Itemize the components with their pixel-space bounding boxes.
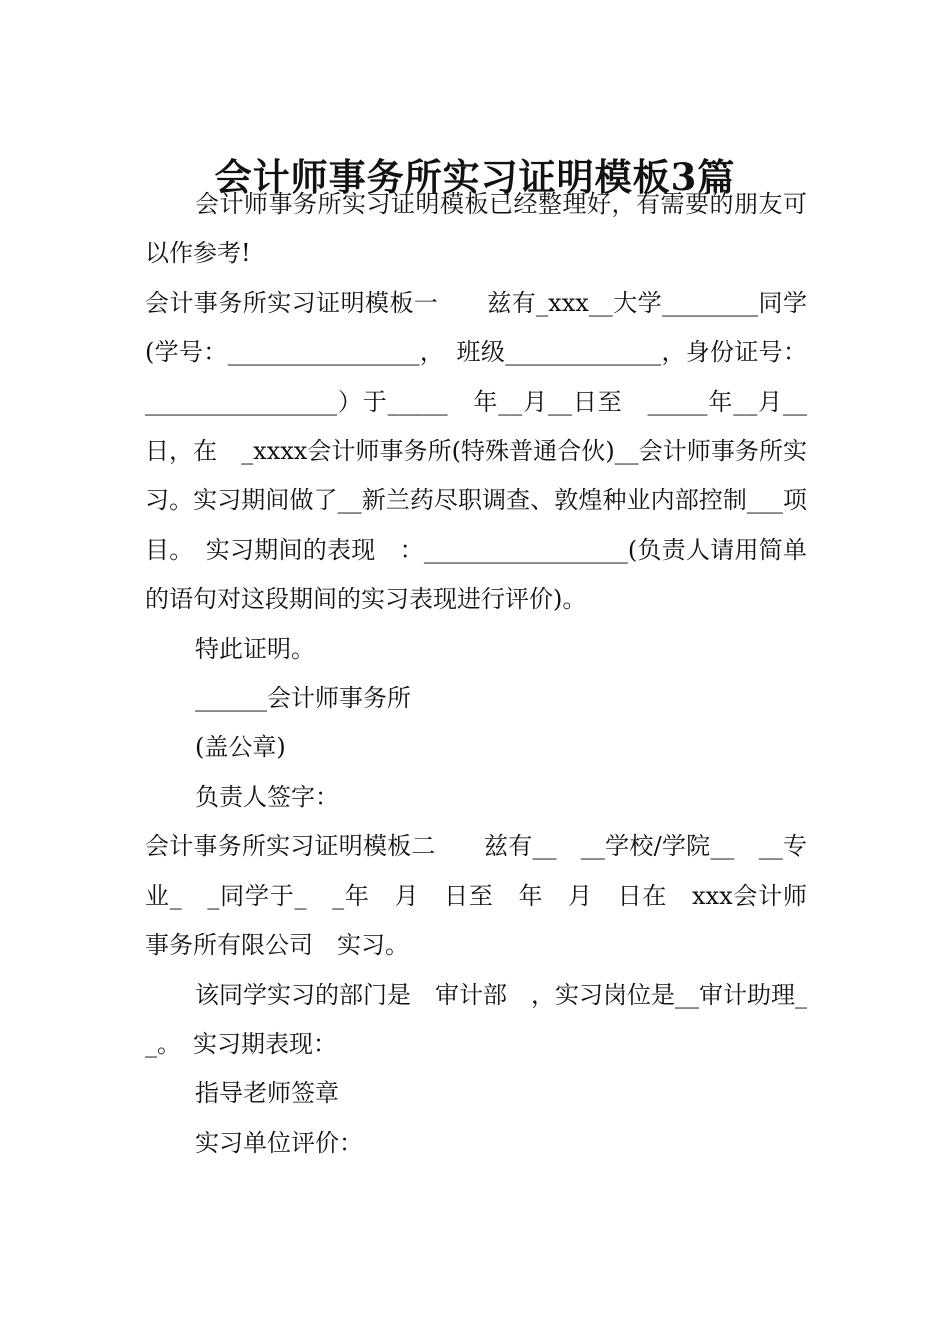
template-two-paragraph: 会计事务所实习证明模板二 兹有__ __学校/学院__ __专业_ _同学于_ _年 月 日至 年 月 日在 xxx会计师事务所有限公司 实习。	[145, 832, 807, 960]
seal-line: (盖公章)	[195, 733, 286, 762]
template-one-paragraph: 会计事务所实习证明模板一 兹有_xxx__大学________同学(学号：________________， 班级_____________，身份证号：________________）于_____ 年__月__日至 _____年__月__ 日，在 _xxxx会计师事务所(特殊普通合伙)__会计师事务所实习。实习期间做了__新兰药尽职调查、敦煌种业内部控制___项目。 实习期间的表现 ：_________________(负责人请用简单的语句对这段期间的实习表现进行评价)。	[145, 288, 831, 614]
teacher-signature-line: 指导老师签章	[195, 1079, 339, 1108]
document-title: 会计师事务所实习证明模板3篇	[214, 154, 736, 199]
department-paragraph: 该同学实习的部门是 审计部 ，实习岗位是__审计助理__。 实习期表现：	[145, 980, 807, 1058]
firm-name-line: ______会计师事务所	[195, 684, 411, 713]
document-body	[145, 180, 831, 1168]
signature-line: 负责人签字：	[195, 782, 339, 811]
certify-line: 特此证明。	[195, 634, 315, 663]
intro-paragraph: 会计师事务所实习证明模板已经整理好，有需要的朋友可以作参考!	[145, 190, 807, 268]
unit-evaluation-line: 实习单位评价：	[195, 1128, 363, 1157]
